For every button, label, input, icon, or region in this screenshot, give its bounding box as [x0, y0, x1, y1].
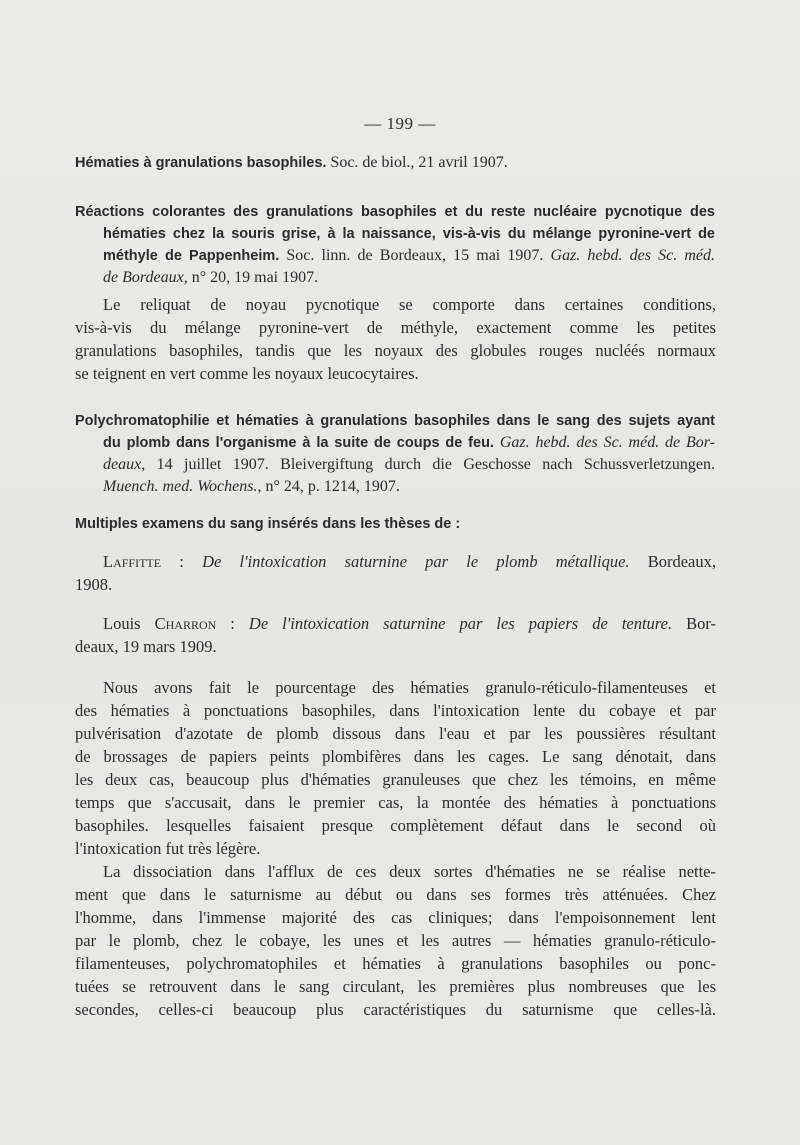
paragraph-1: [75, 294, 716, 386]
entry-3-journal: Gaz. hebd. des Sc. méd. de Bor-: [493, 434, 715, 451]
thesis-reference-1: [75, 551, 716, 599]
paragraph-2-line: basophiles. lesquelles faisaient presque complètement défaut dans le second où: [75, 816, 716, 835]
entry-2-journal: Gaz. hebd. des Sc. méd.: [550, 247, 716, 264]
paragraph-2-line: temps que s'accusait, dans le premier cas, la montée des hématies à ponctuations: [75, 793, 716, 812]
entry-2-line-3: [103, 245, 715, 268]
paragraph-2-line: de brossages de papiers peints plombifères dans les cages. Le sang dénotait, dans: [75, 747, 716, 766]
entry-1-title: Hématies à granulations basophiles.: [75, 155, 327, 171]
entry-1-line-1: [75, 152, 508, 175]
paragraph-2-line: l'intoxication fut très légère.: [75, 839, 261, 858]
ref-1-line-1: [103, 551, 716, 574]
entry-2-line-1: Réactions colorantes des granulations basophiles et du reste nucléaire pycnotique des: [75, 204, 715, 220]
entry-2-line-4: [103, 267, 318, 290]
paragraph-3-line: La dissociation dans l'afflux de ces deux sortes d'hématies ne se réalise nette-: [103, 862, 716, 881]
ref-1-author: Laffitte: [103, 552, 162, 571]
ref-1-title: De l'intoxication saturnine par le plomb métallique.: [202, 552, 630, 571]
paragraph-3-line: tuées se retrouvent dans le sang circulant, les premières plus nombreuses que les: [75, 977, 716, 996]
entry-2-source: Soc. linn. de Bordeaux, 15 mai 1907.: [279, 247, 551, 264]
entry-3-issue-2: , n° 24, p. 1214, 1907.: [257, 478, 400, 495]
ref-1-place: Bordeaux,: [629, 552, 717, 571]
entry-2-journal-cont: de Bordeaux: [103, 269, 184, 286]
entry-3-line-3: [103, 454, 715, 477]
ref-1-sep: :: [161, 552, 203, 571]
entry-3-issue: , 14 juillet 1907. Bleivergiftung durch die Geschosse nach Schussverletzungen.: [141, 456, 715, 473]
entry-3-line-4: [103, 476, 400, 499]
ref-2-first-name: Louis: [103, 614, 155, 633]
paragraph-3-line: filamenteuses, polychromatophiles et hématies à granulations basophiles ou ponc-: [75, 954, 716, 973]
page-number: — 199 —: [364, 114, 436, 133]
section-heading: Multiples examens du sang insérés dans les thèses de :: [75, 516, 461, 532]
bibliography-entry-2: [75, 201, 715, 291]
entry-3-journal-cont: deaux: [103, 456, 142, 473]
paragraph-1-line-2: vis-à-vis du mélange pyronine-vert de méthyle, exactement comme les petites: [75, 318, 716, 337]
ref-2-title: De l'intoxication saturnine par les papiers de tenture.: [248, 614, 673, 633]
paragraph-2-line: pulvérisation d'azotate de plomb dissous dans l'eau et par les poussières résultant: [75, 724, 716, 743]
paragraph-1-line-3: granulations basophiles, tandis que les noyaux des globules rouges nucléés normaux: [75, 341, 716, 360]
ref-1-year: 1908.: [75, 575, 113, 594]
paragraph-3-line: l'homme, dans l'immense majorité des cas cliniques; dans l'empoisonnement lent: [75, 908, 716, 927]
entry-2-line-2: hématies chez la souris grise, à la naissance, vis-à-vis du mélange pyronine-vert de: [103, 226, 715, 242]
bibliography-entry-3: [75, 410, 715, 500]
entry-3-title-end: du plomb dans l'organisme à la suite de coups de feu.: [103, 435, 494, 451]
ref-2-line-1: [103, 613, 716, 636]
paragraph-3-line: secondes, celles-ci beaucoup plus caractéristiques du saturnisme que celles-là.: [75, 1000, 716, 1019]
paragraph-3: [75, 861, 716, 1022]
entry-3-line-1: Polychromatophilie et hématies à granulations basophiles dans le sang des sujets ayant: [75, 413, 715, 429]
thesis-reference-2: [75, 613, 716, 661]
paragraph-2: [75, 677, 716, 861]
entry-3-journal-2: Muench. med. Wochens.: [103, 478, 258, 495]
entry-1-source: Soc. de biol., 21 avril 1907.: [326, 154, 508, 171]
paragraph-3-line: par le plomb, chez le cobaye, les unes et les autres — hématies granulo-réticulo-: [75, 931, 716, 950]
paragraph-1-line-4: se teignent en vert comme les noyaux leucocytaires.: [75, 364, 419, 383]
ref-2-line-2: deaux, 19 mars 1909.: [75, 637, 217, 656]
paragraph-2-line: les deux cas, beaucoup plus d'hématies granuleuses que chez les témoins, en même: [75, 770, 716, 789]
paragraph-2-line: des hématies à ponctuations basophiles, dans l'intoxication lente du cobaye et par: [75, 701, 716, 720]
ref-2-sep: :: [216, 614, 249, 633]
entry-2-issue: , n° 20, 19 mai 1907.: [183, 269, 319, 286]
ref-2-author: Charron: [154, 614, 217, 633]
paragraph-1-line-1: Le reliquat de noyau pycnotique se comporte dans certaines conditions,: [103, 295, 716, 314]
ref-2-place: Bor-: [672, 614, 717, 633]
entry-2-title-end: méthyle de Pappenheim.: [103, 248, 280, 264]
paragraph-3-line: ment que dans le saturnisme au début ou dans ses formes très atténuées. Chez: [75, 885, 716, 904]
entry-3-line-2: [103, 432, 715, 455]
paragraph-2-line: Nous avons fait le pourcentage des hématies granulo-réticulo-filamenteuses et: [103, 678, 716, 697]
